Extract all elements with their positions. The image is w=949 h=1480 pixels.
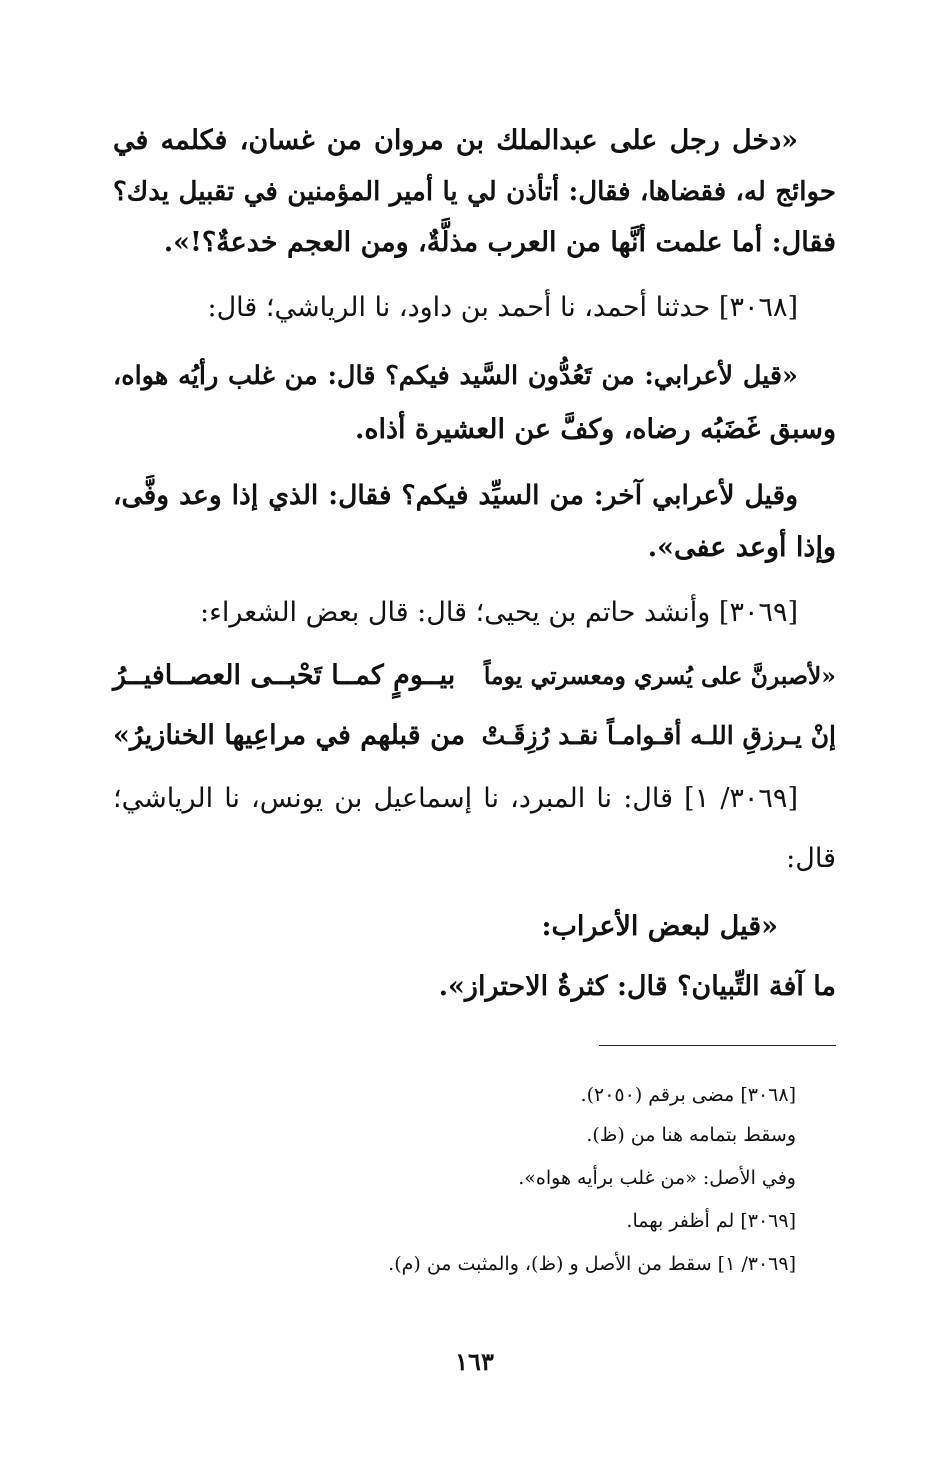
text-line: «قيل لبعض الأعراب: (541, 911, 778, 942)
isnad-line: [٣٠٦٨] حدثنا أحمد، نا أحمد بن داود، نا الرياشي؛ قال: (207, 292, 798, 323)
text-line: ما آفة التِّبيان؟ قال: كثرةُ الاحتراز». (438, 971, 836, 1002)
text-line: فقال: أما علمت أنَّها من العرب مذلَّةٌ، ومن العجم خدعةٌ؟!». (163, 227, 836, 258)
footnote-line: وسقط بتمامه هنا من (ظ). (586, 1124, 796, 1146)
verse-first-hemistich: «لأصبرنَّ على يُسري ومعسرتي يوماً (483, 662, 836, 690)
footnote-line: [٣٠٦٩/ ١] سقط من الأصل و (ظ)، والمثبت من (م). (388, 1253, 796, 1275)
text-line: «دخل رجل على عبدالملك بن مروان من غسان، فكلمه في (113, 125, 798, 156)
isnad-line: [٣٠٦٩/ ١] قال: نا المبرد، نا إسماعيل بن يونس، نا الرياشي؛ (113, 783, 798, 814)
footnote-separator (599, 1045, 836, 1046)
page-number: ١٦٣ (455, 1347, 494, 1376)
footnote-line: [٣٠٦٨] مضى برقم (٢٠٥٠). (580, 1084, 796, 1106)
isnad-line: قال: (786, 843, 836, 874)
verse-line (113, 656, 836, 696)
footnote-line: وفي الأصل: «من غلب برأيه هواه». (518, 1167, 796, 1189)
text-line: وإذا أوعد عفى». (647, 532, 836, 563)
text-line: وقيل لأعرابي آخر: من السيِّد فيكم؟ فقال: الذي إذا وعد وفَّى، (113, 480, 798, 511)
verse-first-hemistich: إنْ يـرزقِ اللـه أقـوامـاً نقـد رُزِقَـتْ (481, 721, 836, 750)
text-line: حوائج له، فقضاها، فقال: أتأذن لي يا أمير المؤمنين في تقبيل يدك؟ (113, 177, 836, 207)
verse-second-hemistich: بيــومٍ كمــا تَحْبــى العصــافيــرُ (113, 660, 456, 691)
text-line: «قيل لأعرابي: من تَعُدُّون السَّيد فيكم؟ قال: من غلب رأيُه هواه، (113, 361, 798, 391)
verse-line (113, 716, 836, 756)
text-line: وسبق غَضَبُه رضاه، وكفَّ عن العشيرة أذاه. (354, 414, 836, 445)
footnote-line: [٣٠٦٩] لم أظفر بهما. (626, 1210, 796, 1232)
verse-second-hemistich: من قبلهم في مراعِيها الخنازيرُ» (113, 720, 466, 751)
isnad-line: [٣٠٦٩] وأنشد حاتم بن يحيى؛ قال: قال بعض الشعراء: (200, 597, 798, 628)
